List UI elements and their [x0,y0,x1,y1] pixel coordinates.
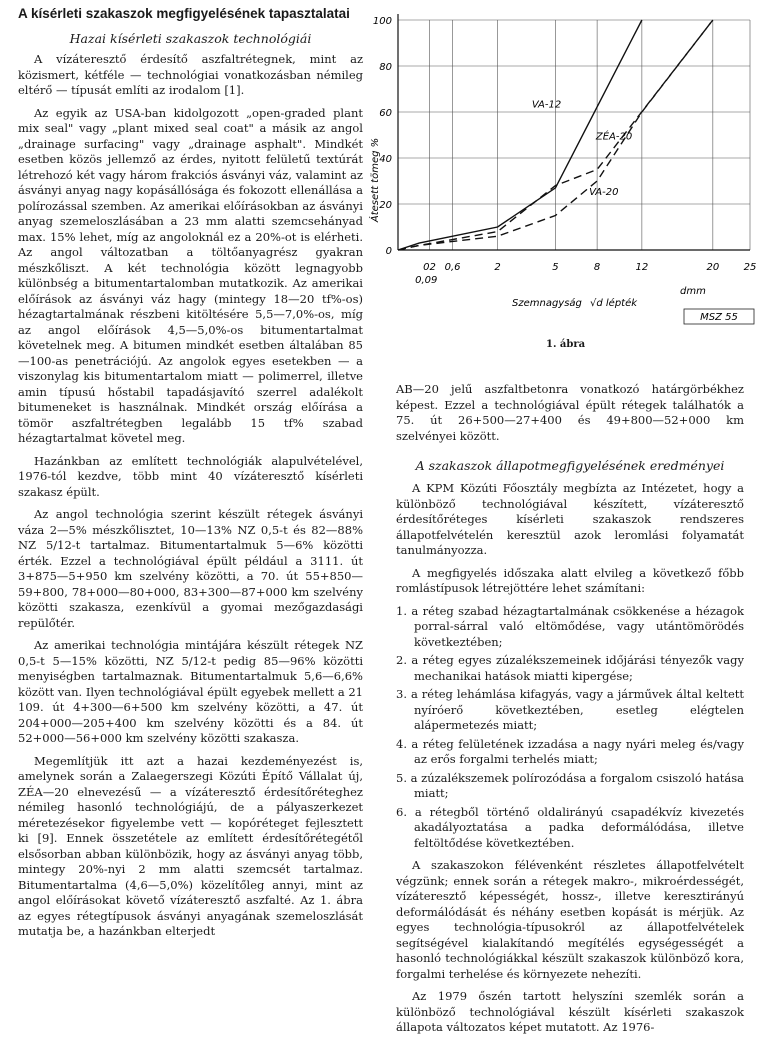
paragraph: A megfigyelés időszaka alatt elvileg a következő főbb romlástípusok létrejöttére lehet számítani: [396,565,744,595]
paragraph: Hazánkban az említett technológiák alapulvételével, 1976-tól kezdve, több mint 40 vízáteresztő kísérleti szakasz épült. [18,453,363,499]
section-heading: A szakaszok állapotmegfigyelésének eredményei [415,458,725,473]
y-tick-label: 20 [379,200,392,211]
paragraph: Az angol technológia szerint készült rétegek ásványi váza 2—5% mészkőlisztet, 10—13% NZ 0,5-t és 82—88% NZ 5/12-t tartalmaz. Bitumentartalmuk 5—6% közötti érték. Ezzel a technológiával épült például a 3111. út 3+875—5+950 km szelvény közötti, a 70. út 55+850—59+800, 78+000—80+000, 83+300—87+000 km szelvény közötti szakasza, ezenkívül a gyomai mezőgazdasági repülőtér. [18,507,363,630]
list-item: 3. a réteg lehámlása kifagyás, vagy a járművek által keltett nyíróerő következtében, esetleg elégtelen alápermetezés miatt; [396,687,744,732]
section-subtitle: Hazai kísérleti szakaszok technológiái [69,31,312,46]
x-tick-label: 2 [494,262,501,273]
x-tick-label: 8 [593,262,601,273]
paragraph: Az 1979 őszén tartott helyszíni szemlék során a különböző technológiával készült kísérleti szakaszok állapota változatos képet mutatott. Az 1976- [396,989,744,1034]
y-axis-label: Átesett tömeg % [370,137,381,223]
y-tick-label: 60 [379,108,392,119]
x-tick-label: 5 [552,262,559,273]
article-title: A kísérleti szakaszok megfigyelésének tapasztalatai [18,6,350,21]
paragraph: A KPM Közúti Főosztály megbízta az Intézetet, hogy a különböző technológiával készített, vízáteresztő érdesítőréteges kísérleti szakaszok rendszeres állapotfelvételén keresztül azok leromlási folyamatát tanulmányozza. [396,481,744,557]
paragraph: AB—20 jelű aszfaltbetonra vonatkozó határgörbékhez képest. Ezzel a technológiával épült rétegek találhatók a 75. út 26+500—27+400 és 49+800—52+000 km szelvényei között. [396,382,744,443]
figure-caption: 1. ábra [546,339,586,350]
x-unit-label: dmm [680,286,706,297]
list-item: 5. a zúzalékszemek polírozódása a forgalom csiszoló hatása miatt; [396,770,744,800]
x-tick-label: 0,09 [415,275,438,286]
y-tick-label: 40 [379,154,392,165]
series-label: ZÉA-20 [595,131,633,143]
x-tick-label: 02 [423,262,436,273]
series-label: VA-12 [531,99,562,111]
paragraph: A szakaszokon félévenként részletes állapotfelvételt végzünk; ennek során a rétegek makro-, mikroérdességét, vízáteresztő képességét, hossz-, illetve keresztirányú deformálódását és néhány esetben kopását is mérjük. Az egyes technológia-típusokról az állapotfelvételek segítségével kialakítandó megítélés egységességét a hasonló technológiákkal készült szakaszok különböző kora, forgalmi terhelése és környezete nehezíti. [396,858,744,981]
list-item: 1. a réteg szabad hézagtartalmának csökkenése a hézagok porral-sárral való eltömődése, vagy utántömörödés következtében; [396,603,744,649]
x-tick-label: 20 [706,262,720,273]
deterioration-list [396,604,744,852]
list-item: 4. a réteg felületének izzadása a nagy nyári meleg és/vagy az erős forgalmi terhelés miatt; [396,736,744,766]
paragraph: Az egyik az USA-ban kidolgozott „open-graded plant mix seal" vagy „plant mixed seal coat" a másik az angol „drainage surfacing" vagy „drainage asphalt". Mindkét esetben közös jellemző az érdes, nyitott felületű textúrát létrehozó két vagy három frakciós ásványi váz, valamint az ásványi anyag nagy kopásállósága és fokozott ellenállása a polírozással szemben. Az amerikai előírásokban az ásványi anyag szemeloszlásában a 23 mm alatti szemcsehányad max. 15% lehet, míg az angoloknál ez a 20%-ot is elérheti. Az angol változatban a töltőanyagrész gyakran mészkőliszt. A két technológia között legnagyobb különbség a bitumentartalomban mutatkozik. Az amerikai előírások az ásványi váz hagy (mintegy 18—20 tf%-os) hézagtartalmának részbeni kitöltésére 5,5—7,0%-os, míg az angol előírások 4,5—5,0%-os bitumentartalmat követelnek meg. A bitumen mindkét esetben általában 85—100-as penetrációjú. Az angolok egyes esetekben — a viszonylag kis bitumentartalom miatt — polimerrel, illetve amin típusú hőstabil tapadásjavító szerrel adalékolt bitumeneket is használnak. Mindkét ország előírása a tömör aszfaltrétegben legalább 15 tf% szabad hézagtartalmat követel meg. [18,105,363,445]
y-tick-label: 80 [379,62,392,73]
grain-size-chart [362,0,760,350]
series-label: VA-20 [589,186,619,198]
standard-badge: MSZ 55 [700,312,738,323]
list-item: 2. a réteg egyes zúzalékszemeinek időjárási tényezők vagy mechanikai hatások miatti kipergése; [396,653,744,683]
x-tick-label: 0,6 [444,262,461,273]
paragraph: Megemlítjük itt azt a hazai kezdeményezést is, amelynek során a Zalaegerszegi Közúti Építő Vállalat új, ZÉA—20 elnevezésű — a vízáteresztő érdesítőréteghez némileg hasonló technológiájú, de a pályaszerkezet méretezésekor figyelembe vett — kopóréteget fejlesztett ki [9]. Ennek összetétele az említett érdesítőrétegétől elsősorban abban különbözik, hogy az ásványi anyag több, mintegy 20%-nyi 2 mm alatti szemcsét tartalmaz. Bitumentartalma (4,6—5,0%) közelítőleg annyi, mint az angol előírásokat követő vízáteresztő aszfalté. Az 1. ábra az egyes rétegtípusok ásványi anyagának szemeloszlását mutatja be, a hazánkban elterjedt [18,753,363,938]
x-axis-label: Szemnagyság [512,298,582,309]
left-column [18,6,363,947]
list-item: 6. a rétegből történő oldalirányú csapadékvíz kivezetés akadályoztatása a padka deformálódása, illetve feltöltődése következtében. [396,804,744,850]
paragraph: Az amerikai technológia mintájára készült rétegek NZ 0,5-t 5—15% közötti, NZ 5/12-t pedig 85—96% közötti menyiségben tartalmaznak. Bitumentartalmuk 5,6—6,6% között van. Ilyen technológiával épült egyebek mellett a 21 109. út 4+300—6+500 km szelvény közötti, a 47. út 204+000—205+400 km szelvény közötti és a 84. út 52+000—56+000 km szelvény közötti szakasza. [18,638,363,745]
x-scale-label: √d lépték [590,298,638,309]
y-tick-label: 0 [385,246,392,257]
x-tick-label: 12 [635,262,649,273]
paragraph: A vízáteresztő érdesítő aszfaltrétegnek, mint az közismert, kétféle — technológiai vonatkozásban némileg eltérő — típusát említi az irodalom [1]. [18,52,363,97]
y-tick-label: 100 [372,16,392,27]
right-column [396,382,744,1043]
x-tick-label: 25 [743,262,757,273]
